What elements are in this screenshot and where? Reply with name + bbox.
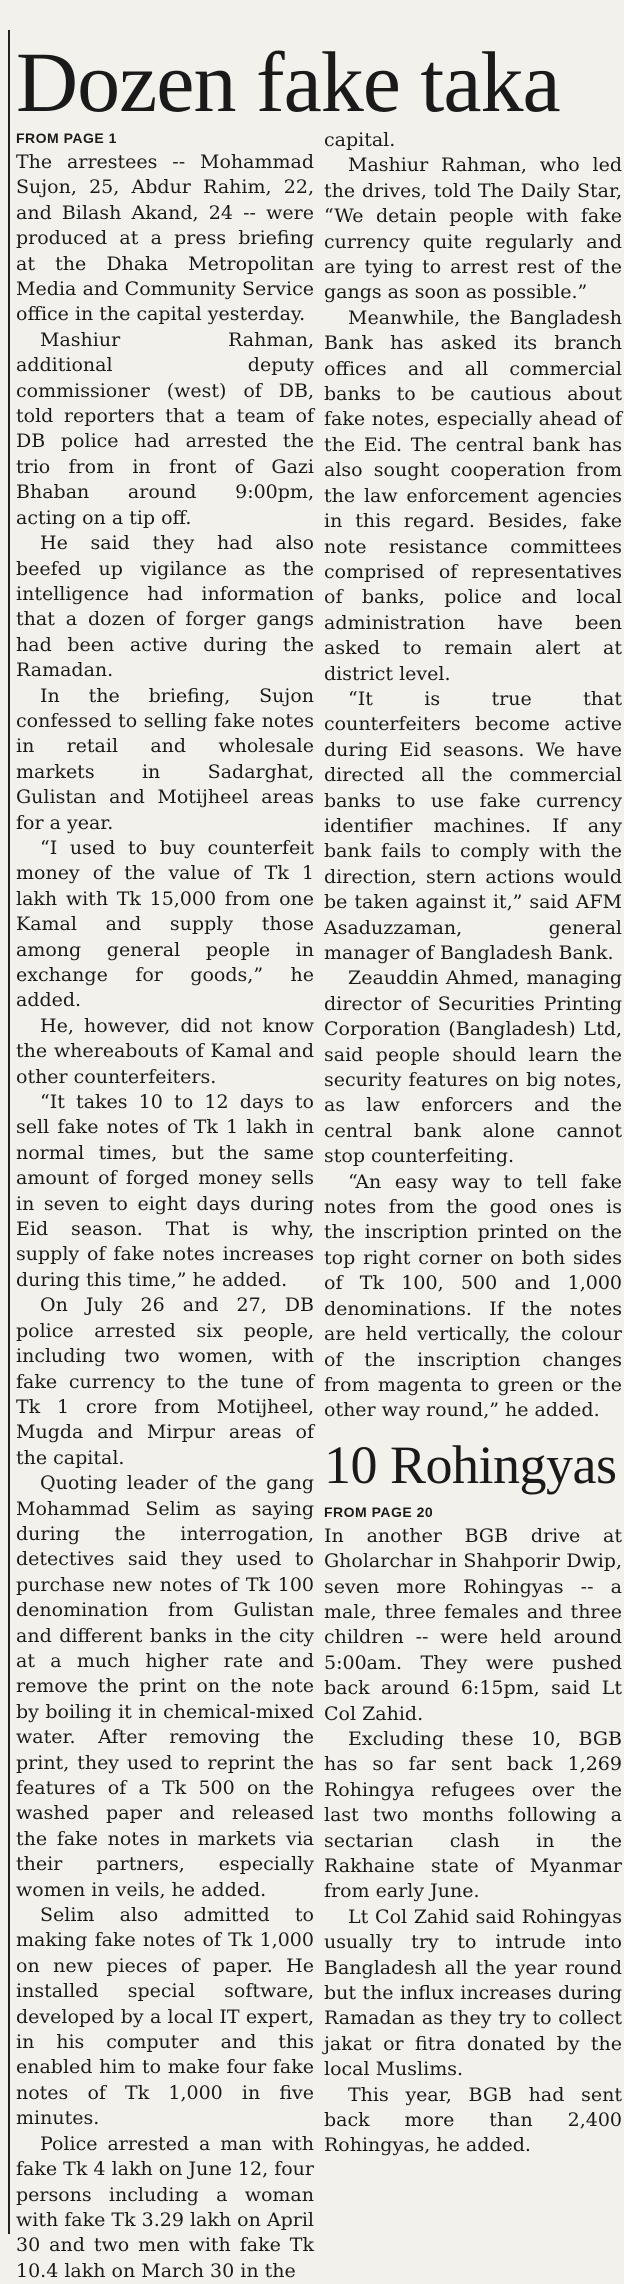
jump-line-page-20: FROM PAGE 20 (324, 1503, 434, 1520)
paragraph: He, however, did not know the whereabouts of Kamal and other counterfeiters. (16, 1014, 314, 1088)
paragraph: Selim also admitted to making fake notes of Tk 1,000 on new pieces of paper. He installed special software, developed by a local IT expert, in his computer and this enabled him to make four fake notes of Tk 1,000 in five minutes. (16, 1904, 314, 2130)
jump-line-page-1: FROM PAGE 1 (16, 130, 117, 146)
article-left-column (16, 128, 314, 2284)
paragraph: “I used to buy counterfeit money of the value of Tk 1 lakh with Tk 15,000 from one Kamal and supply those among general people in exchange for goods,” he added. (16, 836, 314, 1012)
paragraph: Mashiur Rahman, who led the drives, told The Daily Star, “We detain people with fake currency quite regularly and are tying to arrest rest of the gangs as soon as possible.” (324, 154, 622, 304)
paragraph: “It takes 10 to 12 days to sell fake notes of Tk 1 lakh in normal times, but the same amount of forged money sells in seven to eight days during Eid season. That is why, supply of fake notes increases during this time,” he added. (16, 1091, 314, 1291)
paragraph: The arrestees -- Mohammad Sujon, 25, Abdur Rahim, 22, and Bilash Akand, 24 -- were produced at a press briefing at the Dhaka Metropolitan Media and Community Service office in the capital yesterday. (16, 151, 314, 326)
paragraph: Lt Col Zahid said Rohingyas usually try to intrude into Bangladesh all the year round but the influx increases during Ramadan as they try to collect jakat or fitra donated by the local Muslims. (324, 1905, 622, 2081)
paragraph: Police arrested a man with fake Tk 4 lakh on June 12, four persons including a woman with fake Tk 3.29 lakh on April 30 and two men with fake Tk 10.4 lakh on March 30 in the (16, 2132, 315, 2282)
column-rule (8, 30, 10, 2234)
paragraph: Excluding these 10, BGB has so far sent back 1,269 Rohingya refugees over the last two months following a sectarian clash in the Rakhaine state of Myanmar from early June. (324, 1727, 622, 1903)
paragraph: On July 26 and 27, DB police arrested six people, including two women, with fake currency to the tune of Tk 1 crore from Motijheel, Mugda and Mirpur areas of the capital. (16, 1294, 314, 1469)
paragraph: In another BGB drive at Gholarchar in Shahporir Dwip, seven more Rohingyas -- a male, three females and three children -- were held around 5:00am. They were pushed back around 6:15pm, said Lt Col Zahid. (324, 1524, 622, 1725)
paragraph: Quoting leader of the gang Mohammad Selim as saying during the interrogation, detectives said they used to purchase new notes of Tk 100 denomination from Gulistan and different banks in the city at a much higher rate and remove the print on the note by boiling it in chemical-mixed water. After removing the print, they used to reprint the features of a Tk 500 on the washed paper and released the fake notes in markets via their partners, especially women in veils, he added. (16, 1472, 314, 1901)
paragraph: Zeauddin Ahmed, managing director of Securities Printing Corporation (Bangladesh) Ltd, said people should learn the security features on big notes, as law enforcers and the central bank alone cannot stop counterfeiting. (324, 967, 622, 1168)
paragraph: Mashiur Rahman, additional deputy commissioner (west) of DB, told reporters that a team of DB police had arrested the trio from in front of Gazi Bhaban around 9:00pm, acting on a tip off. (16, 328, 314, 529)
paragraph: This year, BGB had sent back more than 2,400 Rohingyas, he added. (324, 2083, 622, 2157)
paragraph: He said they had also beefed up vigilance as the intelligence had information that a dozen of forger gangs had been active during the Ramadan. (16, 532, 314, 682)
headline-10-rohingyas: 10 Rohingyas (324, 1434, 617, 1495)
paragraph: “An easy way to tell fake notes from the good ones is the inscription printed on the top right corner on both sides of Tk 100, 500 and 1,000 denominations. If the notes are held vertically, the colour of the inscription changes from magenta to green or the other way round,” he added. (324, 1170, 622, 1422)
headline-dozen-fake-taka: Dozen fake taka (16, 34, 560, 130)
article-right-column (324, 128, 622, 2159)
paragraph: In the briefing, Sujon confessed to selling fake notes in retail and wholesale markets in Sadarghat, Gulistan and Motijheel areas for a year. (16, 684, 314, 834)
paragraph: “It is true that counterfeiters become active during Eid seasons. We have directed all the commercial banks to use fake currency identifier machines. If any bank fails to comply with the direction, stern actions would be taken against it,” said AFM Asaduzzaman, general manager of Bangladesh Bank. (324, 687, 622, 964)
paragraph-continuation: capital. (324, 129, 396, 151)
paragraph: Meanwhile, the Bangladesh Bank has asked its branch offices and all commercial banks to be cautious about fake notes, especially ahead of the Eid. The central bank has also sought cooperation from the law enforcement agencies in this regard. Besides, fake note resistance committees comprised of representatives of banks, police and local administration have been asked to remain alert at district level. (324, 306, 622, 685)
